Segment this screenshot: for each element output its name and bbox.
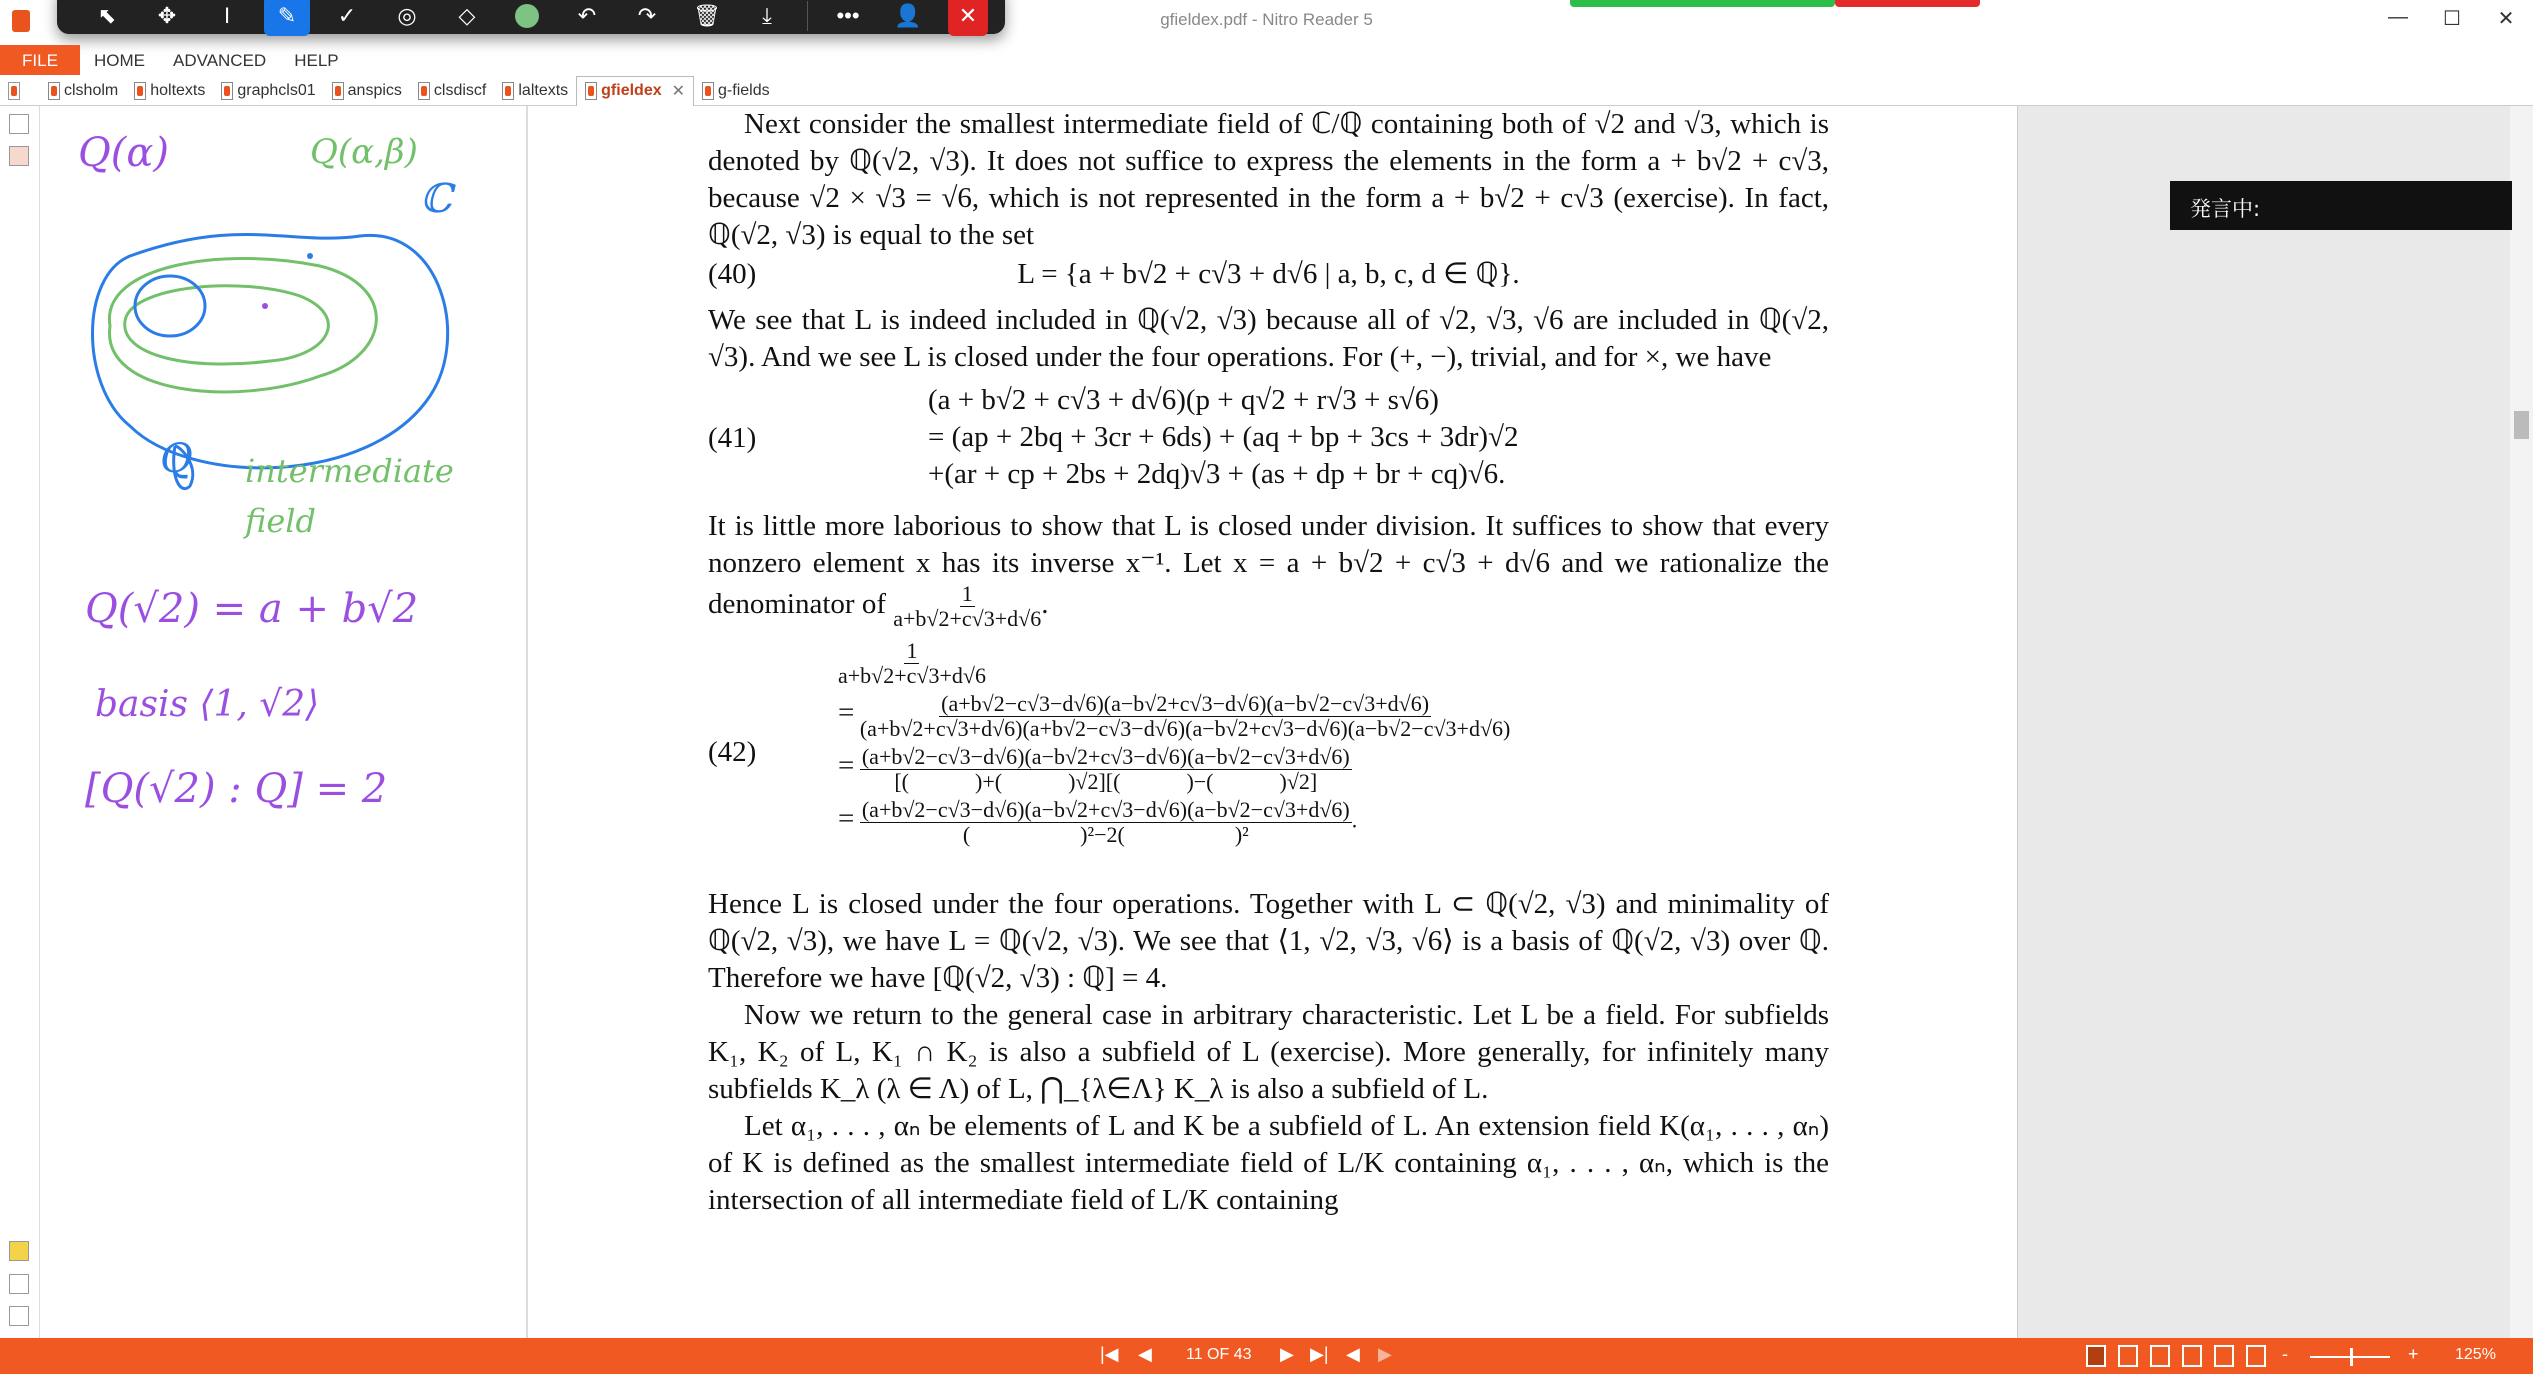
select-tool-icon[interactable]: ⬉ [97,3,117,28]
fraction-numerator: 1 [961,581,973,606]
page-background [2017,106,2510,1338]
pdf-icon [221,82,233,100]
tab-laltexts[interactable] [494,76,576,106]
vertical-scrollbar[interactable] [2510,106,2533,1338]
document-tabs [0,76,2533,106]
tab-label: anspics [347,81,402,99]
first-page-button[interactable]: |◀ [1100,1344,1119,1364]
pdf-icon [585,82,597,100]
status-bar [0,1338,2533,1374]
equation-42 [708,639,1829,874]
paragraph: Hence L is closed under the four operations. Together with L ⊂ ℚ(√2, √3) and minimality of ℚ(√2, √3), we have L = ℚ(√2, √3). We see that ⟨1, √2, √3, √6⟩ is a basis of ℚ(√2, √3) over ℚ. Therefore we have [ℚ(√2, √3) : ℚ] = 4. [708,888,1829,994]
zoom-in-button[interactable]: + [2408,1344,2419,1364]
last-page-button[interactable]: ▶| [1310,1344,1329,1364]
back-view-button[interactable]: ◀ [1346,1344,1360,1364]
fraction-denominator: a+b√2+c√3+d√6 [893,606,1042,631]
paragraph: Let α₁, . . . , αₙ be elements of L and K be a subfield of L. An extension field K(α₁, . . . , αₙ) of K is defined as the smallest intermediate field of L/K containing α₁, . . . , αₙ, which is the intersection of all intermediate field of L/K containing [708,1110,1829,1216]
tab-anspics[interactable] [324,76,410,106]
text-cursor-icon[interactable]: I [223,3,231,28]
tab-label: clsdiscf [433,81,487,99]
maximize-button[interactable]: ☐ [2443,8,2461,30]
check-icon[interactable]: ✓ [337,3,357,28]
pdf-icon [332,82,344,100]
comments-icon[interactable] [9,1241,29,1261]
equals-sign: = [838,696,855,729]
window-title: gfieldex.pdf - Nitro Reader 5 [1160,10,1373,29]
zoom-out-button[interactable]: - [2282,1344,2288,1364]
paragraph-text: It is little more laborious to show that L is closed under division. It suffices to show that every nonzero element x has its inverse x⁻¹. Let x = a + b√2 + c√3 + d√6 and we rationalize the denominator of [708,510,1829,621]
fraction-denominator: (a+b√2+c√3+d√6)(a+b√2−c√3−d√6)(a−b√2+c√3−d√6)(a−b√2−c√3+d√6) [859,716,1511,741]
paragraph: Now we return to the general case in arbitrary characteristic. Let L be a field. For subfields K₁, K₂ of L, K₁ ∩ K₂ is also a subfield of L (exercise). More generally, for infinitely many subfields K_λ (λ ∈ Λ) of L, ⋂_{λ∈Λ} K_λ is also a subfield of L. [708,999,1829,1105]
note-degree: [Q(√2) : Q] = 2 [85,766,388,812]
tab-label: clsholm [64,81,119,99]
tab-label: graphcls01 [237,81,316,99]
stamp-icon[interactable]: ◎ [397,3,417,28]
progress-red [1835,0,1980,7]
pages-panel-icon[interactable] [0,76,40,106]
tab-label: laltexts [518,81,569,99]
note-intermediate-field: intermediate field [245,452,454,540]
menu-advanced[interactable]: ADVANCED [173,51,267,70]
equals-sign: = [838,749,855,782]
fraction-denominator: [( )+( )√2][( )−( )√2] [894,769,1318,794]
note-q: Q [160,436,193,482]
pdf-icon [702,82,714,100]
more-icon[interactable]: ••• [836,3,860,28]
paragraph: It is little more laborious to show that L is closed under division. It suffices to show that every nonzero element x has its inverse x⁻¹. Let x = a + b√2 + c√3 + d√6 and we rationalize the denominator of $\frac{1}{a+b√2+c√3+d√6}$ . [708,510,1829,631]
note-basis: basis ⟨1, √2⟩ [95,684,320,725]
bookmarks-icon[interactable] [9,114,29,134]
close-toolbar-icon[interactable]: ✕ [948,0,988,36]
share-user-icon[interactable]: 👤 [894,3,922,28]
equation-number: (41) [708,422,757,454]
undo-icon[interactable]: ↶ [577,3,597,28]
redo-icon[interactable]: ↷ [637,3,657,28]
zoom-level[interactable]: 125% [2455,1346,2496,1363]
fraction-numerator: 1 [906,638,918,663]
note-c: ℂ [420,176,452,222]
equation-number: (40) [708,258,757,290]
fraction-numerator: (a+b√2−c√3−d√6)(a−b√2+c√3−d√6)(a−b√2−c√3+d√6) [941,691,1430,716]
attachments-icon[interactable] [9,146,29,166]
equation-line: (a + b√2 + c√3 + d√6)(p + q√2 + r√3 + s√6) [928,384,1439,416]
pdf-icon [48,82,60,100]
equation-41 [708,382,1829,502]
fraction-numerator: (a+b√2−c√3−d√6)(a−b√2+c√3−d√6)(a−b√2−c√3+d√6) [861,797,1350,822]
handwritten-notes-panel[interactable] [40,106,528,1338]
pdf-page [528,106,2017,1338]
page-indicator[interactable]: 11 OF 43 [1186,1346,1252,1363]
left-panel-strip [0,106,40,1338]
next-page-button[interactable]: ▶ [1280,1344,1294,1364]
equation-line: +(ar + cp + 2bs + 2dq)√3 + (as + dp + br + cq)√6. [928,458,1506,490]
equation-40 [708,256,1829,300]
menu-help[interactable]: HELP [294,51,339,70]
equals-sign: = [838,802,855,835]
color-picker[interactable] [497,0,557,36]
toolbar-divider [807,1,808,31]
paragraph: Next consider the smallest intermediate field of ℂ/ℚ containing both of √2 and √3, which is denoted by ℚ(√2, √3). It does not suffice to express the elements in the form a + b√2 + c√3, because √2 × √3 = √6, which is not represented in the form a + b√2 + c√3 (exercise). In fact, ℚ(√2, √3) is equal to the set [708,108,1829,251]
single-page-view-icon[interactable] [2086,1345,2106,1367]
tab-holtexts[interactable] [126,76,213,106]
tab-clsdiscf[interactable] [410,76,494,106]
minimize-button[interactable]: — [2388,6,2408,28]
continuous-view-icon[interactable] [2118,1345,2138,1367]
pdf-icon [418,82,430,100]
layers-icon[interactable] [9,1306,29,1326]
equation-body [928,382,1519,493]
equation-body: L = {a + b√2 + c√3 + d√6 | a, b, c, d ∈ ℚ}. [1017,258,1520,290]
tab-label: holtexts [150,81,206,99]
progress-green [1570,0,1835,7]
menu-file[interactable]: FILE [0,45,80,75]
close-tab-icon[interactable]: ✕ [671,83,686,100]
equation-line: = (ap + 2bq + 3cr + 6ds) + (aq + bp + 3cs + 3dr)√2 [928,421,1519,453]
tab-gfieldex[interactable] [576,76,694,106]
signatures-icon[interactable] [9,1274,29,1294]
paragraph: We see that L is indeed included in ℚ(√2, √3) because all of √2, √3, √6 are included in ℚ(√2, √3). And we see L is closed under the four operations. For (+, −), trivial, and for ×, we have [708,304,1829,373]
note-q-alpha: Q(α) [78,130,170,176]
eraser-icon[interactable]: ◇ [458,3,476,28]
tab-graphcls01[interactable] [213,76,323,106]
fit-width-icon[interactable] [2214,1345,2234,1367]
tab-label: gfieldex [601,82,662,99]
close-button[interactable]: ✕ [2497,8,2515,30]
facing-continuous-view-icon[interactable] [2182,1345,2202,1367]
speaking-indicator: 発言中: [2170,181,2512,230]
facing-view-icon[interactable] [2150,1345,2170,1367]
delete-icon[interactable]: 🗑 [693,3,721,28]
equation-body: $\frac{1}{a+b√2+c√3+d√6}$ = $\frac{(a+b√2-c√3-d√6)(a-b√2+c√3-d√6)(a-b√2-c√3+d√6)}{(a+b√2+c√3+d√6)(a+b√2-c√3-d√6)(a-b√2+c√3-d√6)(a-b√2-c√3+d√6)}$ = (a+b√2−c√3−d√6)(a−b√2+c√3−d√6)(a−b√2−c√3+d√6) [( )+( )√2][( )−( )√2] = $\frac{(a+b√2-c√3-d√6)(a-b√2+c√3-d√6)(a-b√2-c√3+d√6)}{\text{( )²−2( )²}}$ . [838,638,1511,847]
menu-home[interactable]: HOME [94,51,145,70]
tab-clsholm[interactable] [40,76,126,106]
download-icon[interactable]: ⤓ [762,3,772,28]
prev-page-button[interactable]: ◀ [1138,1344,1152,1364]
pan-tool-icon[interactable]: ✥ [157,3,177,28]
fraction-denominator: ( )²−2( )² [962,822,1249,847]
tab-g-fields[interactable] [694,76,778,106]
tab-label: g-fields [718,81,770,99]
menu-bar [0,45,2533,75]
page-text [708,106,1829,1219]
pen-tool-icon[interactable]: ✎ [264,0,310,36]
annotation-toolbar [57,0,1005,34]
fraction-numerator: (a+b√2−c√3−d√6)(a−b√2+c√3−d√6)(a−b√2−c√3+d√6) [861,744,1350,769]
color-dot-icon [515,4,539,28]
pdf-icon [134,82,146,100]
note-q-sqrt2: Q(√2) = a + b√2 [85,586,419,632]
forward-view-button[interactable]: ▶ [1378,1344,1392,1364]
scrollbar-thumb[interactable] [2514,411,2529,439]
note-q-alpha-beta: Q(α,β) [310,132,418,172]
fraction-denominator: a+b√2+c√3+d√6 [838,663,986,688]
zoom-slider-handle[interactable] [2350,1348,2353,1366]
inline-fraction [893,582,1041,631]
pdf-icon [502,82,514,100]
equation-number: (42) [708,736,757,768]
fit-page-icon[interactable] [2246,1345,2266,1367]
